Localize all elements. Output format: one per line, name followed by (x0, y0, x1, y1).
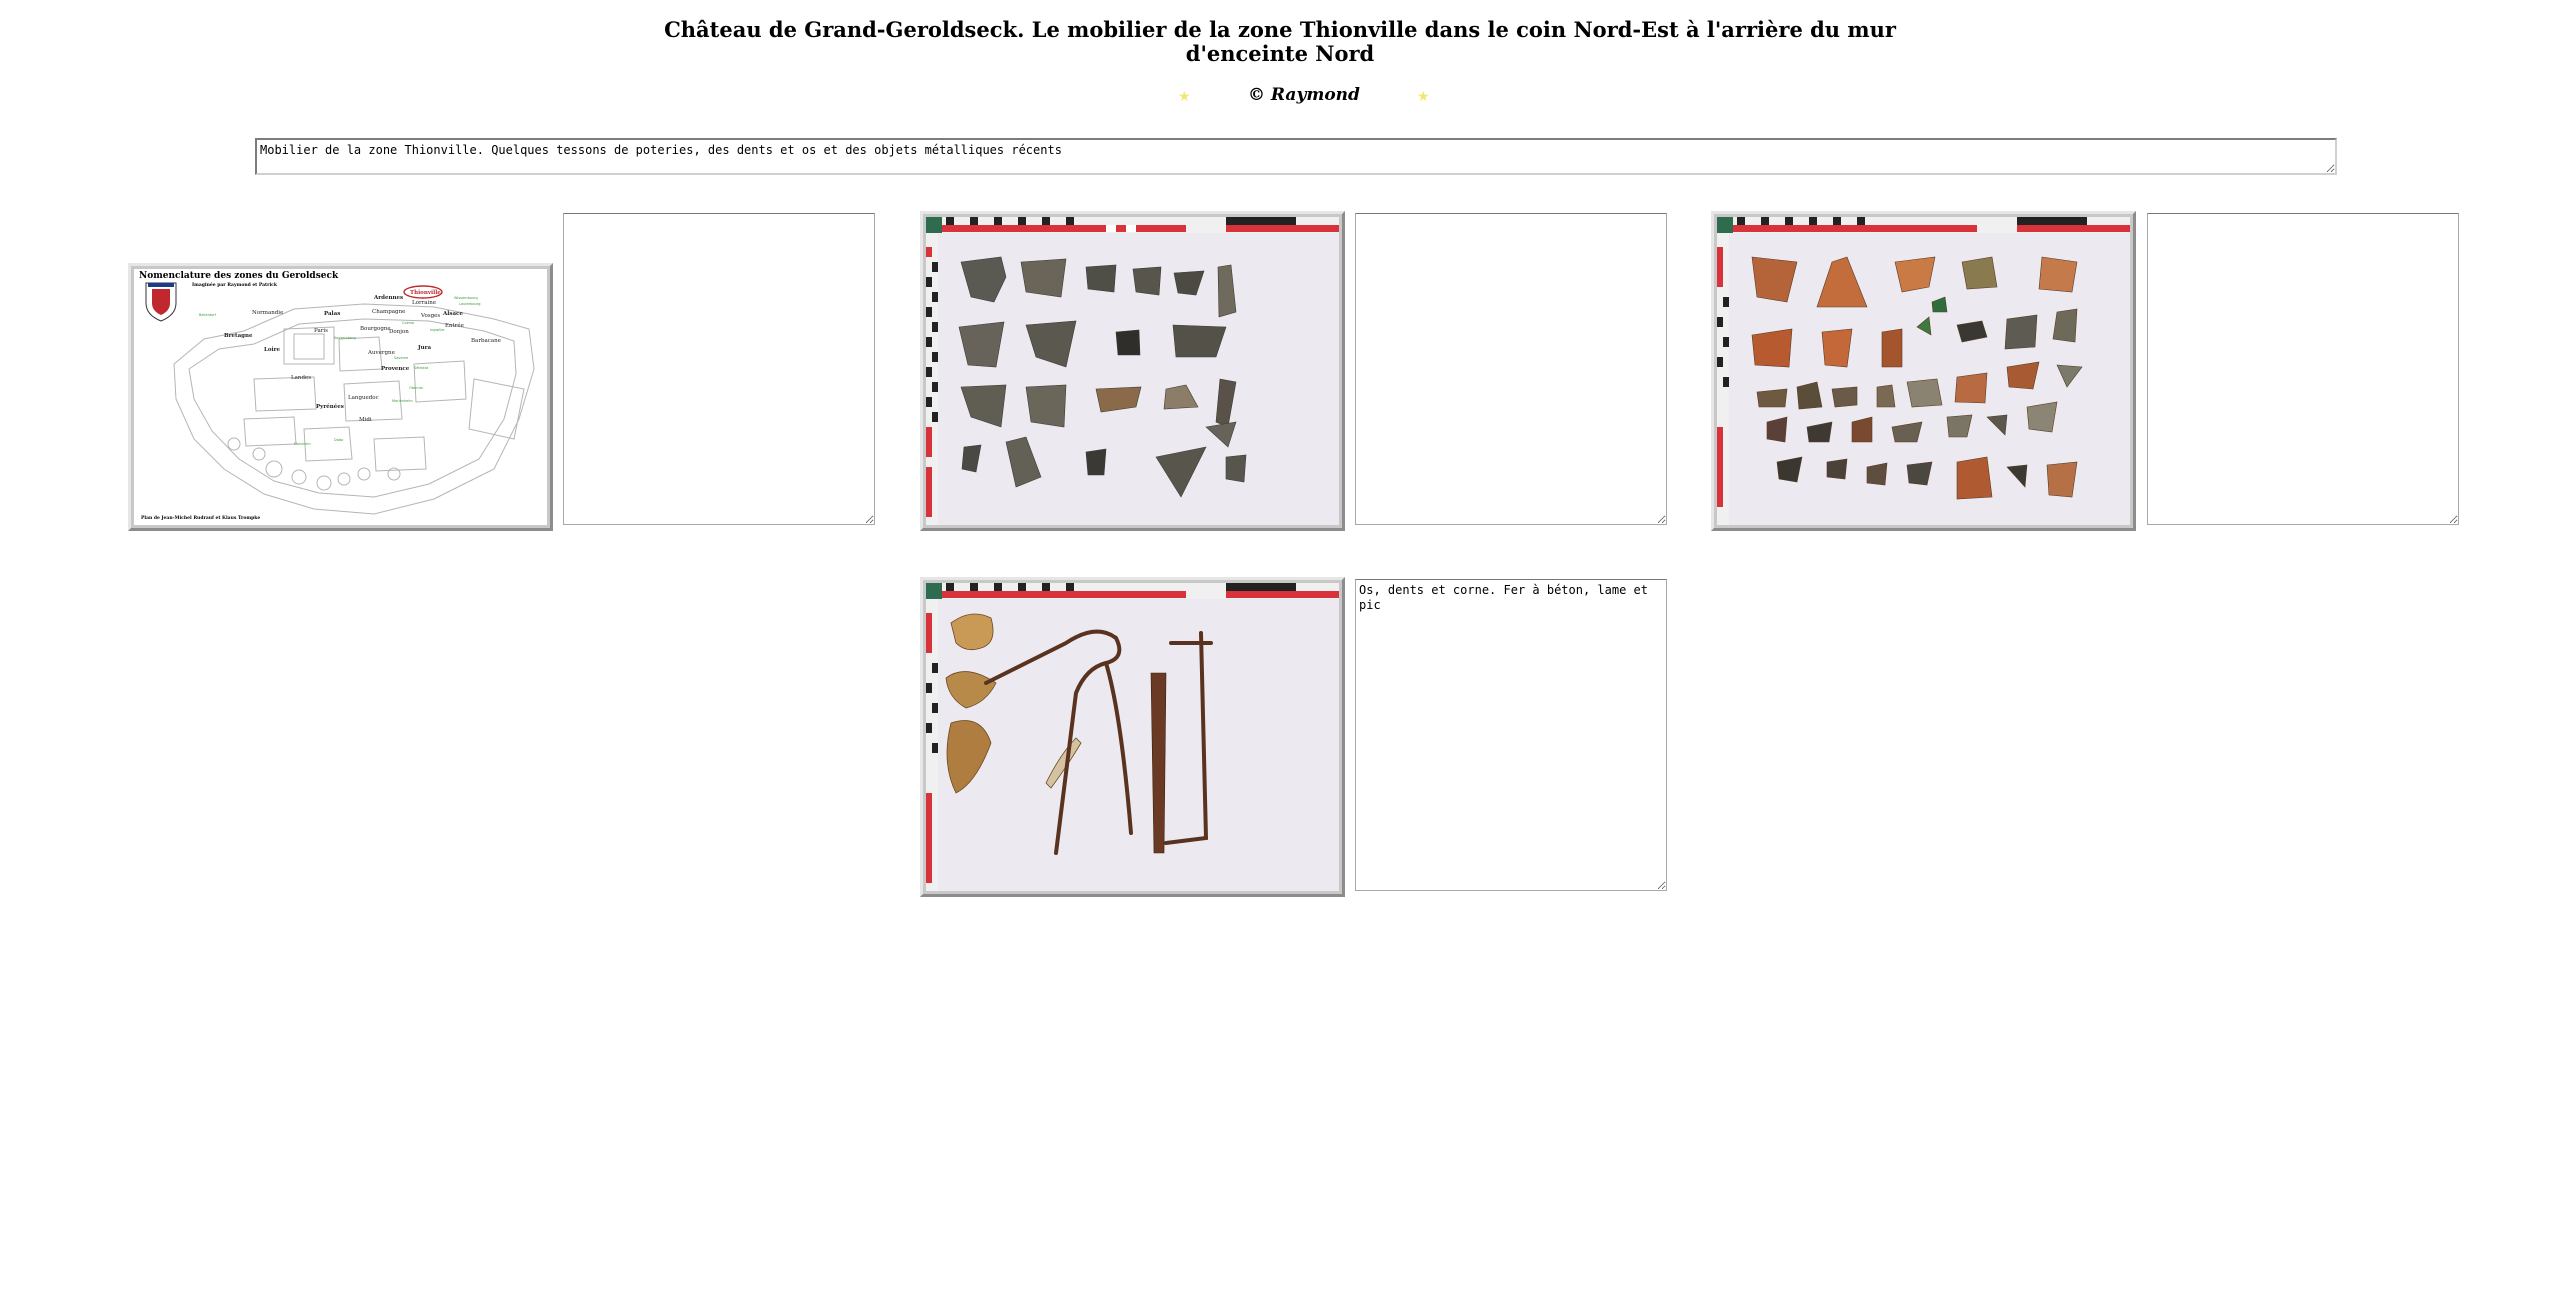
caption-textarea-2[interactable] (1355, 213, 1667, 525)
star-icon: ★ (1417, 89, 1430, 105)
svg-text:Ingwiller: Ingwiller (430, 328, 445, 332)
svg-text:Colmar: Colmar (402, 321, 415, 325)
svg-text:Landes: Landes (291, 375, 312, 381)
svg-text:Marlenheim: Marlenheim (392, 399, 413, 403)
svg-text:Languedoc: Languedoc (348, 395, 379, 401)
svg-text:Ardennes: Ardennes (374, 295, 404, 301)
svg-text:Saverne: Saverne (394, 356, 409, 360)
svg-text:Jura: Jura (418, 345, 432, 351)
svg-text:Vosges: Vosges (421, 313, 441, 319)
zone-map-image[interactable] (128, 263, 553, 531)
svg-text:Kaysersberg: Kaysersberg (334, 336, 356, 340)
scale-bar-top (926, 217, 1339, 233)
map-heading: Nomenclature des zones du Geroldseck (139, 271, 339, 281)
map-footer: Plan de Jean-Michel Rudrauf et Klaus Trompke (141, 516, 261, 521)
svg-text:Normandie: Normandie (252, 310, 284, 316)
star-icon: ★ (1178, 89, 1191, 105)
svg-text:Sélestat: Sélestat (414, 366, 429, 370)
map-subheading: Imaginée par Raymond et Patrick (192, 283, 278, 288)
svg-text:Midi: Midi (359, 417, 372, 423)
svg-text:Pyrénées: Pyrénées (316, 404, 344, 410)
svg-text:Bretagne: Bretagne (224, 333, 253, 339)
svg-text:Lorraine: Lorraine (412, 300, 437, 306)
svg-text:Barbacane: Barbacane (471, 338, 501, 344)
svg-text:Donjon: Donjon (389, 329, 409, 335)
caption-textarea-4[interactable] (1355, 579, 1667, 891)
credit-row (0, 85, 2560, 115)
svg-text:Bourgogne: Bourgogne (360, 326, 391, 332)
svg-text:Champagne: Champagne (372, 309, 406, 315)
svg-text:Alsace: Alsace (443, 311, 463, 317)
pottery-photo-1[interactable] (920, 211, 1345, 531)
bones-metal-photo[interactable] (920, 577, 1345, 897)
svg-text:Obernai: Obernai (409, 386, 423, 390)
svg-text:Molsheim: Molsheim (294, 442, 311, 446)
pottery-photo-2[interactable] (1711, 211, 2136, 531)
svg-text:Ballerdorf: Ballerdorf (199, 313, 217, 317)
svg-text:Paris: Paris (314, 328, 328, 334)
credit-text: © Raymond (1248, 85, 1360, 105)
coat-of-arms-icon (146, 283, 176, 321)
zone-map-drawing (134, 269, 547, 525)
svg-text:Wissembourg: Wissembourg (454, 296, 478, 300)
description-textarea[interactable] (255, 138, 2337, 175)
svg-text:Entrée: Entrée (445, 323, 464, 329)
svg-text:Provence: Provence (381, 366, 410, 372)
caption-textarea-1[interactable] (563, 213, 875, 525)
page-title: Château de Grand-Geroldseck. Le mobilier de la zone Thionville dans le coin Nord-Est à l'arrière du mur d'enceinte Nord (664, 17, 1896, 66)
svg-text:Loire: Loire (264, 347, 281, 353)
svg-text:Lauterbourg: Lauterbourg (459, 302, 481, 306)
svg-text:Thionville: Thionville (410, 290, 441, 296)
caption-textarea-3[interactable] (2147, 213, 2459, 525)
scale-bar-left (926, 233, 938, 525)
svg-text:Dabo: Dabo (334, 438, 344, 442)
svg-text:Palas: Palas (324, 311, 341, 317)
svg-text:Auvergne: Auvergne (368, 350, 395, 356)
